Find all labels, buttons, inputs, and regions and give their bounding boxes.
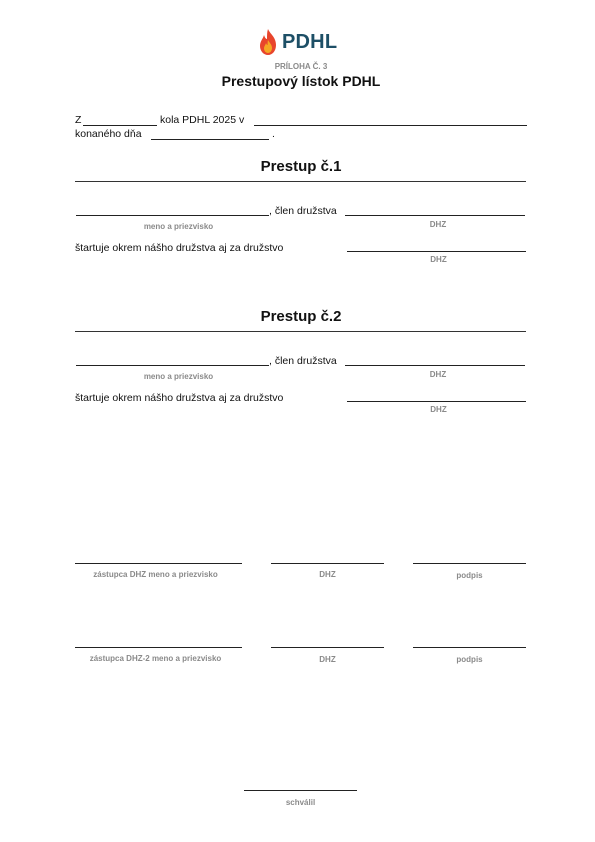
team-dhz-field[interactable] <box>345 365 525 366</box>
intro-round-label: kola PDHL 2025 v <box>160 114 245 126</box>
member-name-field[interactable] <box>76 215 269 216</box>
intro-period: . <box>272 128 275 140</box>
representative-caption: zástupca DHZ meno a priezvisko <box>93 570 218 579</box>
signature-dhz-field[interactable] <box>271 563 384 564</box>
signature-caption: podpis <box>456 571 483 580</box>
member-of-team-label: , člen družstva <box>269 205 337 217</box>
signature-caption: podpis <box>456 655 483 664</box>
name-caption: meno a priezvisko <box>143 372 214 381</box>
section-title: Prestup č.1 <box>260 158 342 175</box>
dhz-caption: DHZ <box>429 370 447 379</box>
signature-field[interactable] <box>413 563 526 564</box>
page-title: Prestupový lístok PDHL <box>221 73 381 89</box>
intro-date-label: konaného dňa <box>75 128 142 140</box>
starts-for-label: štartuje okrem nášho družstva aj za družstvo <box>75 242 284 254</box>
team-dhz-field[interactable] <box>345 215 525 216</box>
representative-caption: zástupca DHZ-2 meno a priezvisko <box>89 654 222 663</box>
signature-dhz-caption: DHZ <box>319 655 336 664</box>
second-team-dhz-field[interactable] <box>347 401 526 402</box>
signature-field[interactable] <box>413 647 526 648</box>
dhz-caption: DHZ <box>429 220 447 229</box>
second-team-dhz-field[interactable] <box>347 251 526 252</box>
member-of-team-label: , člen družstva <box>269 355 337 367</box>
approved-caption: schválil <box>285 798 316 807</box>
section-divider <box>75 331 526 332</box>
intro-z-label: Z <box>75 114 82 126</box>
signature-dhz-caption: DHZ <box>319 570 336 579</box>
second-dhz-caption: DHZ <box>430 405 447 414</box>
name-caption: meno a priezvisko <box>143 222 214 231</box>
date-field[interactable] <box>151 139 269 140</box>
member-name-field[interactable] <box>76 365 269 366</box>
round-number-field[interactable] <box>83 125 157 126</box>
pdhl-logo <box>256 28 348 58</box>
representative-name-field[interactable] <box>75 647 242 648</box>
annex-label: PRÍLOHA Č. 3 <box>274 62 328 71</box>
signature-dhz-field[interactable] <box>271 647 384 648</box>
section-title: Prestup č.2 <box>260 308 342 325</box>
flame-icon <box>256 28 280 58</box>
approval-signature-field[interactable] <box>244 790 357 791</box>
representative-name-field[interactable] <box>75 563 242 564</box>
starts-for-label: štartuje okrem nášho družstva aj za družstvo <box>75 392 284 404</box>
logo-text: PDHL <box>282 31 338 53</box>
section-divider <box>75 181 526 182</box>
location-field[interactable] <box>254 125 527 126</box>
second-dhz-caption: DHZ <box>430 255 447 264</box>
